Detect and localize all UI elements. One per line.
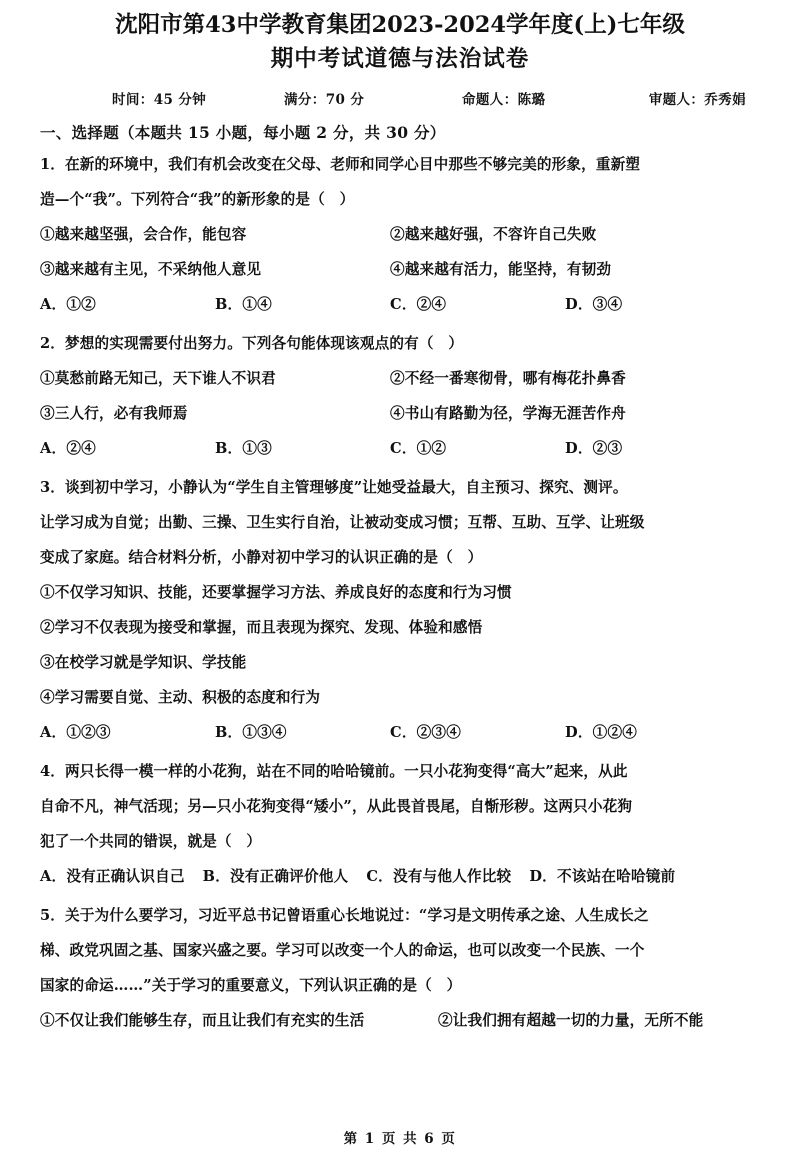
question-2-statement-2: ②不经一番寒彻骨，哪有梅花扑鼻香 [390,370,626,387]
question-4-stem-line-1: 4．两只长得一模一样的小花狗，站在不同的哈哈镜前。一只小花狗变得“高大”起来，从此 [40,763,628,780]
question-4-choices [40,859,760,894]
question-2-statement-4: ④书山有路勤为径，学海无涯苦作舟 [390,405,626,422]
question-1-choice-a[interactable]: A．①② [40,296,96,313]
section-heading-multiple-choice: 一、选择题（本题共 15 小题，每小题 2 分，共 30 分） [40,123,446,142]
question-5 [40,898,760,1038]
question-4-stem-line-2: 自命不凡，神气活现；另—只小花狗变得“矮小”，从此畏首畏尾，自惭形秽。这两只小花狗 [40,798,633,815]
question-2-statement-1: ①莫愁前路无知己，天下谁人不识君 [40,370,276,387]
page-footer [0,1127,800,1147]
exam-meta-row [40,88,760,108]
question-5-statements-row-1 [40,1003,760,1038]
question-3-choice-d[interactable]: D．①②④ [565,724,638,741]
question-1-choice-c[interactable]: C．②④ [390,296,447,313]
question-4-choice-a[interactable]: A．没有正确认识自己 [40,868,185,885]
page-number-label: 第 1 页 共 6 页 [343,1131,457,1147]
question-2-choice-b[interactable]: B．①③ [215,440,272,457]
question-1-statement-3: ③越来越有主见，不采纳他人意见 [40,261,262,278]
question-4-stem-line-3: 犯了一个共同的错误，就是（ ） [40,833,262,850]
question-2 [40,326,760,466]
meta-author: 命题人：陈璐 [462,92,546,108]
question-3-stem-line-3: 变成了家庭。结合材料分析，小静对初中学习的认识正确的是（ ） [40,549,483,566]
question-4-choice-b[interactable]: B．没有正确评价他人 [202,868,349,885]
question-1-choices [40,287,760,322]
question-5-stem-line-3: 国家的命运……”关于学习的重要意义，下列认识正确的是（ ） [40,977,462,994]
meta-total-score: 满分：70 分 [284,92,365,108]
question-1-statements-row-2 [40,252,760,287]
question-1-stem-line-2: 造—个“我”。下列符合“我”的新形象的是（ ） [40,191,355,208]
question-5-stem-line-1: 5．关于为什么要学习，习近平总书记曾语重心长地说过：“学习是文明传承之途、人生成长之 [40,907,649,924]
question-2-statements-row-2 [40,396,760,431]
question-3-stem-line-2: 让学习成为自觉；出勤、三操、卫生实行自治，让被动变成习惯；互帮、互助、互学、让班级 [40,514,645,531]
question-1-statement-2: ②越来越好强，不容许自己失败 [390,226,597,243]
question-3-choice-c[interactable]: C．②③④ [390,724,461,741]
title-line-1: 沈阳市第43中学教育集团2023-2024学年度(上)七年级 [115,12,685,38]
question-5-statement-1: ①不仅让我们能够生存，而且让我们有充实的生活 [40,1012,365,1029]
question-3-statement-1: ①不仅学习知识、技能，还要掌握学习方法、养成良好的态度和行为习惯 [40,584,512,601]
question-3-stem-line-1: 3．谈到初中学习，小静认为“学生自主管理够度”让她受益最大，自主预习、探究、测评。 [40,479,628,496]
question-3-statement-3: ③在校学习就是学知识、学技能 [40,654,247,671]
meta-time: 时间：45 分钟 [112,92,207,108]
question-5-stem-line-2: 梯、政党巩固之基、国家兴盛之要。学习可以改变一个人的命运，也可以改变一个民族、一个 [40,942,645,959]
question-2-choice-c[interactable]: C．①② [390,440,447,457]
question-4 [40,754,760,894]
question-1-stem-line-1: 1．在新的环境中，我们有机会改变在父母、老师和同学心目中那些不够完美的形象，重新塑 [40,156,641,173]
question-3-statement-2: ②学习不仅表现为接受和掌握，而且表现为探究、发现、体验和感悟 [40,619,483,636]
question-3-choices [40,715,760,750]
question-3 [40,470,760,750]
question-4-choice-d[interactable]: D．不该站在哈哈镜前 [529,868,676,885]
question-2-choice-a[interactable]: A．②④ [40,440,96,457]
page-title [40,8,760,76]
question-2-statement-3: ③三人行，必有我师焉 [40,405,188,422]
question-2-choice-d[interactable]: D．②③ [565,440,623,457]
question-3-statement-4: ④学习需要自觉、主动、积极的态度和行为 [40,689,321,706]
question-1 [40,147,760,322]
meta-reviewer: 审题人：乔秀娟 [648,92,746,108]
question-1-choice-d[interactable]: D．③④ [565,296,623,313]
question-3-choice-a[interactable]: A．①②③ [40,724,111,741]
title-line-2: 期中考试道德与法治试卷 [270,46,530,72]
question-2-stem-line-1: 2．梦想的实现需要付出努力。下列各句能体现该观点的有（ ） [40,335,464,352]
question-2-statements-row-1 [40,361,760,396]
question-1-statement-4: ④越来越有活力，能坚持，有韧劲 [390,261,612,278]
question-4-choice-c[interactable]: C．没有与他人作比较 [366,868,512,885]
question-5-statement-2: ②让我们拥有超越一切的力量，无所不能 [438,1012,704,1029]
question-1-choice-b[interactable]: B．①④ [215,296,272,313]
question-1-statement-1: ①越来越坚强，会合作，能包容 [40,226,247,243]
question-3-choice-b[interactable]: B．①③④ [215,724,287,741]
question-2-choices [40,431,760,466]
question-1-statements-row-1 [40,217,760,252]
